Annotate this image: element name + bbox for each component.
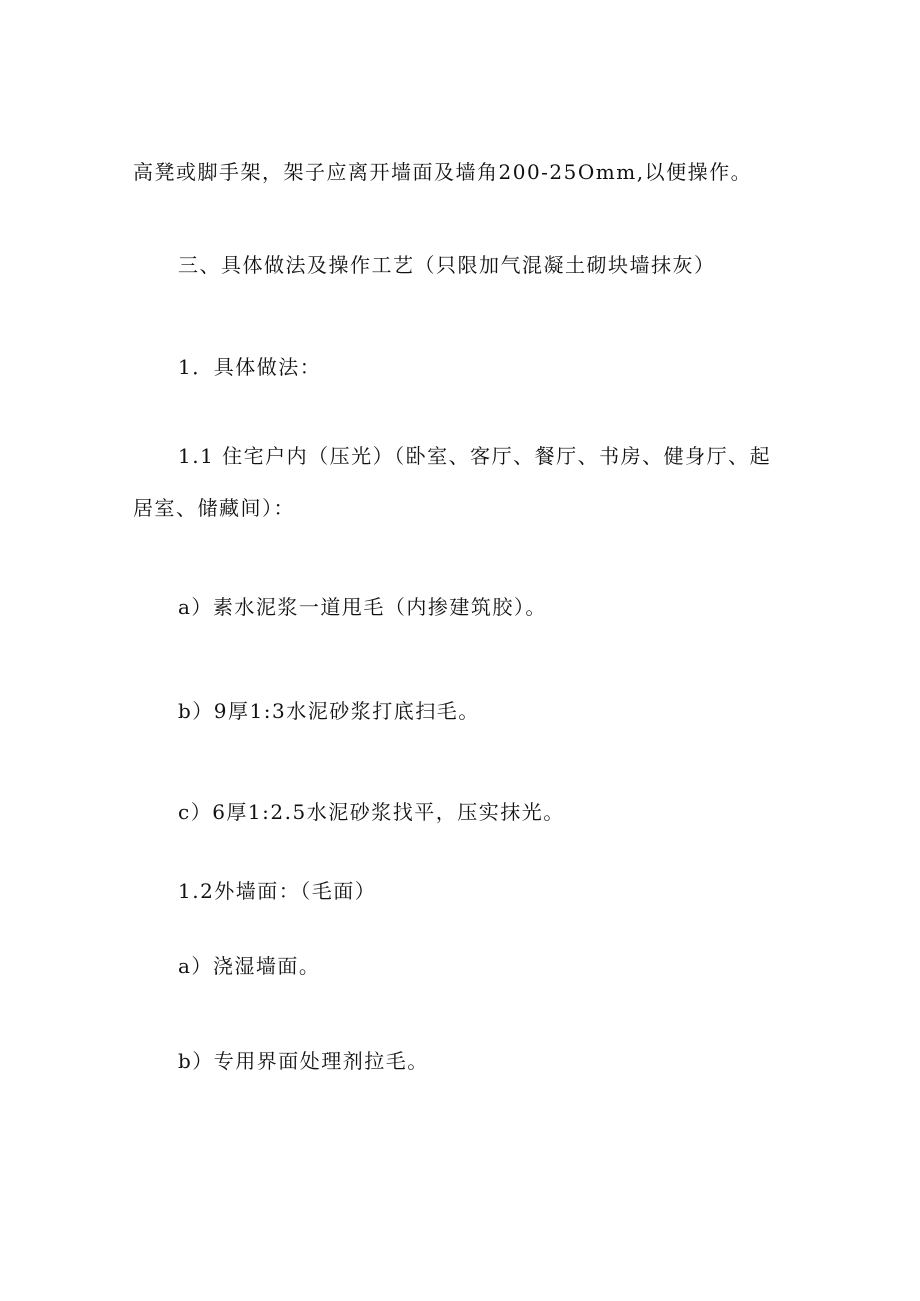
subheading-1-2: 1.2外墙面：（毛面）: [178, 879, 377, 903]
section-heading-3: 三、具体做法及操作工艺（只限加气混凝土砌块墙抹灰）: [178, 253, 716, 277]
subheading-1-1-continued: 居室、储藏间）：: [133, 496, 295, 520]
list-item-c-1: c）6厚1:2.5水泥砂浆找平，压实抹光。: [178, 800, 565, 824]
list-item-a-2: a）浇湿墙面。: [178, 954, 321, 978]
subheading-1: 1．具体做法：: [178, 355, 322, 379]
list-item-a-1: a）素水泥浆一道甩毛（内掺建筑胶）。: [178, 595, 547, 619]
paragraph-scaffold-note: 高凳或脚手架，架子应离开墙面及墙角200-25Omm,以便操作。: [133, 160, 753, 184]
list-item-b-1: b）9厚1:3水泥砂浆打底扫毛。: [178, 699, 480, 723]
list-item-b-2: b）专用界面处理剂拉毛。: [178, 1049, 429, 1073]
subheading-1-1: 1.1 住宅户内（压光）（卧室、客厅、餐厅、书房、健身厅、起: [178, 444, 772, 468]
